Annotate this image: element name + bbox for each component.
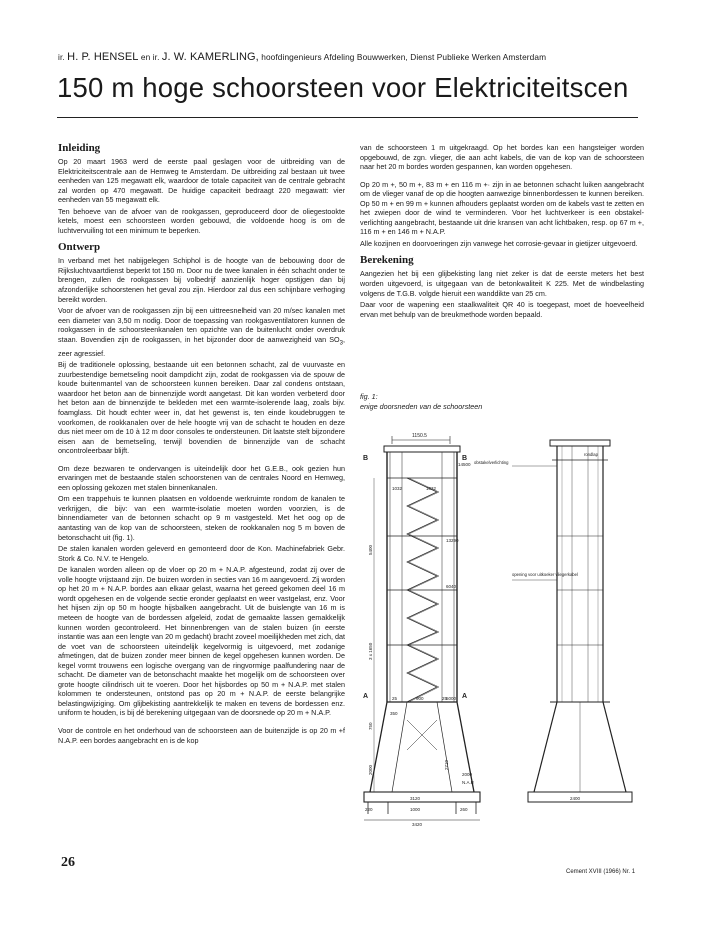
paragraph: De kanalen worden alleen op de vloer op 20 m + N.A.P. afgesteund, zodat zij over de volle hoogte vrijstaand zijn. De buizen worden in secties van 16 m aangevoerd. Zij worden op het 20 m + N.A.P. bordes aan elkaar gelast, waarna het gereed gekomen deel 16 m wordt opgehesen en de volgende sectie eronder geplaatst en weer vastgelast, enz. Voor het hijsen zijn op 50 m hoogte hijsbalken aangebracht. Uit de buislengte van 16 m is meteen de hoogte van de bordessen afgeleid, zodat de gemaakte lassen gemakkelijk kunnen worden gecontroleerd. Het binnenbrengen van de stalen buizen (in eerste instantie was aan een lengte van 20 m gedacht) bracht zoveel moeilijkheden met zich, dat de voet van de schoorsteen uiteindelijk kegelvormig is uitgevoerd, met zodanige afmetingen, dat de buizen zonder meer binnen de kegel opgehesen kunnen worden. De kegel vormt trouwens een logische overgang van de ringvormige paalfundering naar de schacht. De diameter van de betonschacht maakte het mogelijk om de schoorsteen over grote hoogte cilindrisch uit te voeren. Door het hijsbordes op 50 m + N.A.P. met stalen kolommen te ondersteunen, ontstond pas op 20 m + N.A.P. de eerste belangrijke belastingwijziging. Om glijbekisting aantrekkelijk te maken en tevens de bordessen enz. uniform te houden, is bij dé berekening uitgegaan van de doorsnede op 20 m + N.A.P.	[58, 565, 345, 718]
annotation-rondlap: rondlap	[584, 452, 598, 457]
dim-label: 2400	[570, 796, 581, 801]
paragraph: De stalen kanalen worden geleverd en gemonteerd door de Kon. Machinefabriek Gebr. Stork & Co. N.V. te Hengelo.	[58, 544, 345, 563]
paragraph: Bij de traditionele oplossing, bestaande uit een betonnen schacht, zal de vuurvaste en zuurbestendige bemetseling nooit dampdicht zijn, zodat de rookgassen via de spouw de koude buitenmantel van de schoorsteen kunnen bereiken. Daar zal condens ontstaan, waardoor het beton aan de binnenzijde wordt aangetast. Dit kan worden verbeterd door het beton aan de binnenzijde te bekleden met een warmte-isolerende laag, zoals bijv. foamglass. Dit houdt echter weer in, dat het gewenst is, ten einde koudebruggen te voorkomen, de rookkanalen over de hele hoogte vrij van de schacht te houden en deze dus niet meer om de 10 à 12 m door consoles te ondersteunen. Dit laatste stelt bijzondere eisen aan de bemetseling, terwijl bovendien de binnenzijde van de schacht oncontroleerbaar blijft.	[58, 360, 345, 456]
dim-label: 5400	[368, 544, 373, 555]
article-title: 150 m hoge schoorsteen voor Elektriciteitscen	[57, 72, 629, 103]
level-label: 2000	[462, 772, 473, 777]
chimney-section-drawing	[362, 430, 650, 828]
dim-label: 1032	[392, 486, 403, 491]
figure-number: fig. 1:	[360, 392, 378, 401]
author2-name: J. W. KAMERLING,	[161, 51, 259, 63]
paragraph-text: Voor de afvoer van de rookgassen zijn bij een uittreesnelheid van 20 m/sec kanalen met een diameter van 3,50 m nodig. Door de toepassing van rookgasventilatoren kunnen de rookgassen in de schoorsteenkanalen ten opzichte van de buitenlucht onder overdruk staan. Bovendien zijn de rookgassen, in het bijzonder door de aanwezigheid van SO	[58, 306, 345, 344]
section-label-a-right: A	[462, 693, 468, 700]
paragraph: Op 20 maart 1963 werd de eerste paal geslagen voor de uitbreiding van de Elektriciteitscentrale aan de Hemweg te Amsterdam. De uitbreiding zal bestaan uit twee eenheden van 125 megawatt elk, waardoor de totale capaciteit van de centrale gebracht zal worden op 470 megawatt. De huidige capaciteit bedraagt 220 megawatt: vier eenheden van 55 megawatt elk.	[58, 157, 345, 205]
nap-label: N.A.P.	[462, 780, 475, 785]
left-column	[58, 142, 345, 747]
dim-label: 2000	[368, 764, 373, 775]
dim-label: 3120	[410, 796, 421, 801]
dim-label: 220	[365, 807, 373, 812]
heading-inleiding: Inleiding	[58, 142, 101, 154]
author1-name: H. P. HENSEL	[67, 51, 139, 63]
level-label: 14500	[458, 462, 471, 467]
dim-label: 25	[442, 696, 448, 701]
heading-berekening: Berekening	[360, 254, 414, 267]
paragraph: Voor de controle en het onderhoud van de schoorsteen aan de buitenzijde is op 20 m +f N.A.P. een bordes aangebracht en is de kop	[58, 725, 345, 745]
section-label-b-left: B	[363, 455, 369, 462]
dim-label: 3420	[412, 822, 423, 827]
dim-label: 900	[416, 696, 424, 701]
level-label: 6040	[446, 584, 457, 589]
figure-description: enige doorsneden van de schoorsteen	[360, 401, 483, 411]
affiliation: hoofdingenieurs Afdeling Bouwwerken, Dienst Publieke Werken Amsterdam	[261, 52, 547, 62]
paragraph: Alle kozijnen en doorvoeringen zijn vanwege het corrosie-gevaar in gietijzer uitgevoerd.	[360, 238, 638, 248]
paragraph: Op 20 m +, 50 m +, 83 m + en 116 m +· zijn in ae betonnen schacht luiken aangebracht om de vlieger vanaf de op die hoogten aanwezige binnenbordessen te kunnen bereiken. Op 50 m + en 99 m + kunnen afhouders geplaatst worden om de kabels vast te zetten en het zwiepen door de wind te verminderen. Voor het luchtverkeer is een obstakel-verlichting aangebracht, bestaande uit drie kransen van acht lichtbaken, resp. op 67 m +, 116 m + en 146 m + N.A.P.	[360, 179, 644, 237]
paragraph-text: , zeer agressief.	[58, 334, 345, 358]
dim-label: 750	[368, 722, 373, 730]
right-column	[360, 143, 644, 321]
paragraph: Om deze bezwaren te ondervangen is uiteindelijk door het G.E.B., ook gezien hun ervaringen met de bestaande stalen schoorstenen van de centrales Noord en Hemweg, een oplossing gekozen met stalen binnenkanalen.	[58, 463, 345, 492]
byline	[58, 51, 546, 63]
figure-caption	[360, 392, 482, 411]
author1-prefix: ir.	[58, 52, 65, 62]
dim-label: 2710	[444, 759, 449, 770]
journal-footer: Cement XVIII (1966) Nr. 1	[566, 869, 636, 875]
paragraph: Daar voor de wapening een staalkwaliteit QR 40 is toegepast, moet de hoeveelheid ervan met behulp van de breukmethode worden bepaald.	[360, 300, 644, 319]
section-label-a-left: A	[363, 693, 369, 700]
paragraph: Om een trappehuis te kunnen plaatsen en voldoende werkruimte rondom de kanalen te verkrijgen, die bijv: van een warmte-isolatie moeten worden voorzien, is de binnendiameter van de betonnen schacht op 9 m vastgesteld. Met het oog op de aantasting van de kop van de schoorsteen, steken de rookkanalen nog 5 m boven de betonschacht uit (fig. 1).	[58, 494, 345, 542]
page-number: 26	[61, 855, 75, 870]
heading-ontwerp: Ontwerp	[58, 241, 101, 254]
paragraph: Aangezien het bij een glijbekisting lang niet zeker is dat de eerste meters het best worden uitgevoerd, is uitgegaan van de betonkwaliteit K 225. Met de windbelasting volgens de T.G.B. volgde hieruit een wanddikte van 25 cm.	[360, 269, 644, 298]
dim-label: 3 x 1650	[368, 642, 373, 660]
paragraph	[58, 306, 345, 358]
section-label-b-right: B	[462, 455, 468, 462]
dim-label: 260	[460, 807, 468, 812]
paragraph: Ten behoeve van de afvoer van de rookgassen, geproduceerd door de oliegestookte ketels, moest een schoorsteen worden gebouwd, die voldoende hoog is om de luchtvervuiling tot een minimum te beperken.	[58, 206, 345, 235]
dim-label: 350	[390, 711, 398, 716]
dim-label: 1032	[426, 486, 437, 491]
dim-label: 25	[392, 696, 398, 701]
subscript: 3	[339, 340, 343, 347]
top-dim-label: 1150.5	[412, 433, 427, 439]
annotation-vlieger: opening voor uitkoeker vliegerkabel	[512, 572, 578, 577]
annotation-obstakel: obstakelverlichting	[474, 460, 509, 465]
level-label: 13290	[446, 538, 459, 543]
paragraph: In verband met het nabijgelegen Schiphol is de hoogte van de bebouwing door de Rijksluchtvaartdienst beperkt tot 150 m. Door nu de twee kanalen in één schacht onder te brengen, zullen de rookgassen bij volbedrijf aanzienlijk hoger opstijgen dan bij afzonderlijke schoorstenen het geval zou zijn. Hierdoor zal dus een schijnbare verhoging bereikt worden.	[58, 256, 345, 304]
chimney-drawing-svg	[362, 430, 650, 828]
title-rule	[57, 117, 638, 118]
paragraph: van de schoorsteen 1 m uitgekraagd. Op het bordes kan een hangsteiger worden opgebouwd, de zgn. vlieger, die aan acht kabels, die van de kop van de schoorsteen naar het 20 m bordes worden gespannen, kan worden opgehesen.	[360, 143, 644, 172]
dim-label: 1000	[410, 807, 421, 812]
level-label: 5000	[446, 696, 457, 701]
and-text: en ir.	[140, 52, 160, 62]
